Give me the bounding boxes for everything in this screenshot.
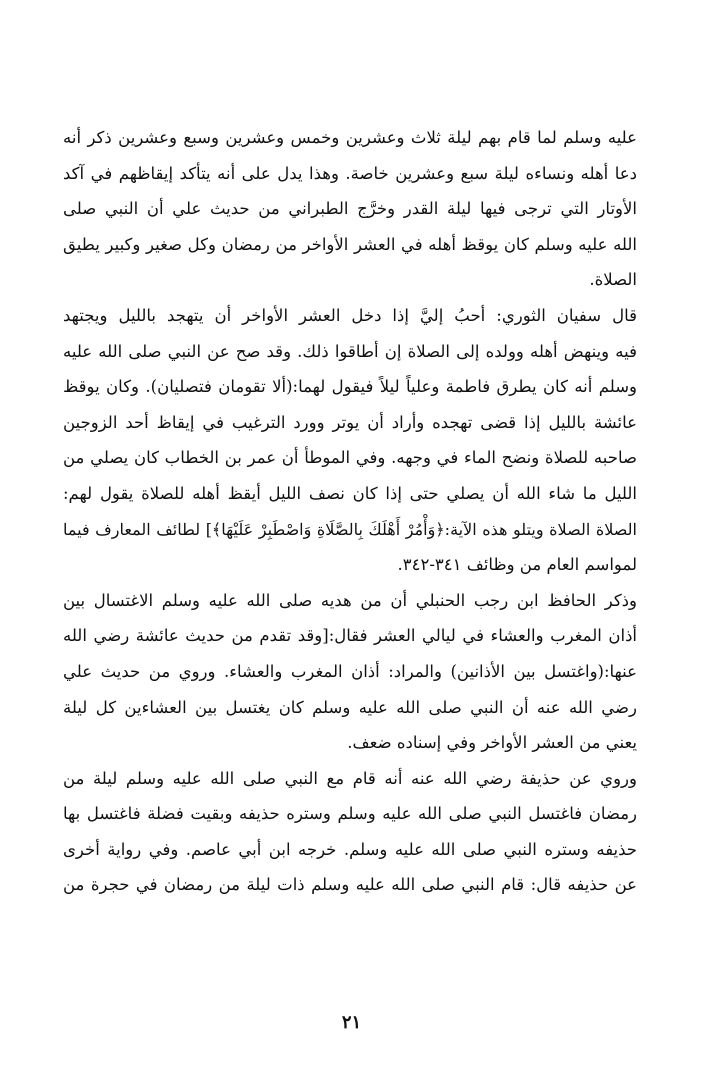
text-line: الليل ما شاء الله أن يصلي حتى إذا كان نصف الليل أيقظ أهله للصلاة يقول لهم:: [63, 483, 637, 503]
text-line: عليه وسلم لما قام بهم ليلة ثلاث وعشرين وخمس وعشرين وسبع وعشرين ذكر أنه: [63, 128, 637, 147]
text-line-quran: الصلاة الصلاة ويتلو هذه الآية:﴿وَأْمُرْ أَهْلَكَ بِالصَّلَاةِ وَاصْطَبِرْ عَلَيْهَا﴾] لطائف المعارف فيما: [63, 519, 637, 539]
text-line: أذان المغرب والعشاء في ليالي العشر فقال:[وقد تقدم من حديث عائشة رضي الله: [63, 626, 637, 646]
text-line: قال سفيان الثوري: أحبُ إليَّ إذا دخل العشر الأواخر أن يتهجد بالليل ويجتهد: [63, 305, 637, 325]
text-line: عائشة بالليل إذا قضى تهجده وأراد أن يوتر وورد الترغيب في إيقاظ أحد الزوجين: [63, 412, 637, 432]
paragraph-4: [63, 761, 637, 903]
text-line: الله عليه وسلم كان يوقظ أهله في العشر الأواخر من رمضان وكل صغير وكبير يطيق: [63, 234, 637, 254]
paragraph-2: [63, 298, 637, 583]
text-line: حذيفه وستره النبي صلى الله عليه وسلم. خرجه ابن أبي عاصم. وفي رواية أخرى: [63, 839, 637, 859]
text-line: فيه وينهض أهله وولده إلى الصلاة إن أطاقوا ذلك. وقد صح عن النبي صلى الله عليه: [63, 341, 637, 361]
text-line: يعني من العشر الأواخر وفي إسناده ضعف.: [347, 733, 637, 753]
text-line: الأوتار التي ترجى فيها ليلة القدر وخرَّج الطبراني من حديث علي أن النبي صلى: [63, 199, 637, 219]
text-line: رمضان فاغتسل النبي صلى الله عليه وسلم وستره حذيفه وبقيت فضلة فاغتسل بها: [63, 804, 637, 824]
text-line: الصلاة.: [589, 270, 637, 290]
paragraph-3: [63, 583, 637, 761]
body-text: [63, 120, 637, 903]
text-line: دعا أهله ونساءه ليلة سبع وعشرين خاصة. وهذا يدل على أنه يتأكد إيقاظهم في آكد: [63, 163, 637, 183]
text-line: صاحبه للصلاة ونضح الماء في وجهه. وفي الموطأ أن عمر بن الخطاب كان يصلي من: [63, 448, 637, 468]
text-line: وروي عن حذيفة رضي الله عنه أنه قام مع النبي صلى الله عليه وسلم ليلة من: [63, 768, 637, 788]
text-line: وسلم أنه كان يطرق فاطمة وعلياً ليلاً فيقول لهما:(ألا تقومان فتصليان). وكان يوقظ: [63, 377, 637, 397]
text-line: وذكر الحافظ ابن رجب الحنبلي أن من هديه صلى الله عليه وسلم الاغتسال بين: [63, 590, 637, 610]
text-line: عن حذيفه قال: قام النبي صلى الله عليه وسلم ذات ليلة من رمضان في حجرة من: [63, 875, 637, 895]
page-number: ٢١: [341, 1012, 362, 1033]
text-line: رضي الله عنه أن النبي صلى الله عليه وسلم كان يغتسل بين العشاءين كل ليلة: [63, 697, 637, 717]
text-line: لمواسم العام من وظائف ٣٤١-٣٤٢.: [397, 555, 637, 575]
text-line: عنها:(واغتسل بين الأذانين) والمراد: أذان المغرب والعشاء. وروي من حديث علي: [63, 661, 637, 681]
paragraph-1: [63, 120, 637, 298]
